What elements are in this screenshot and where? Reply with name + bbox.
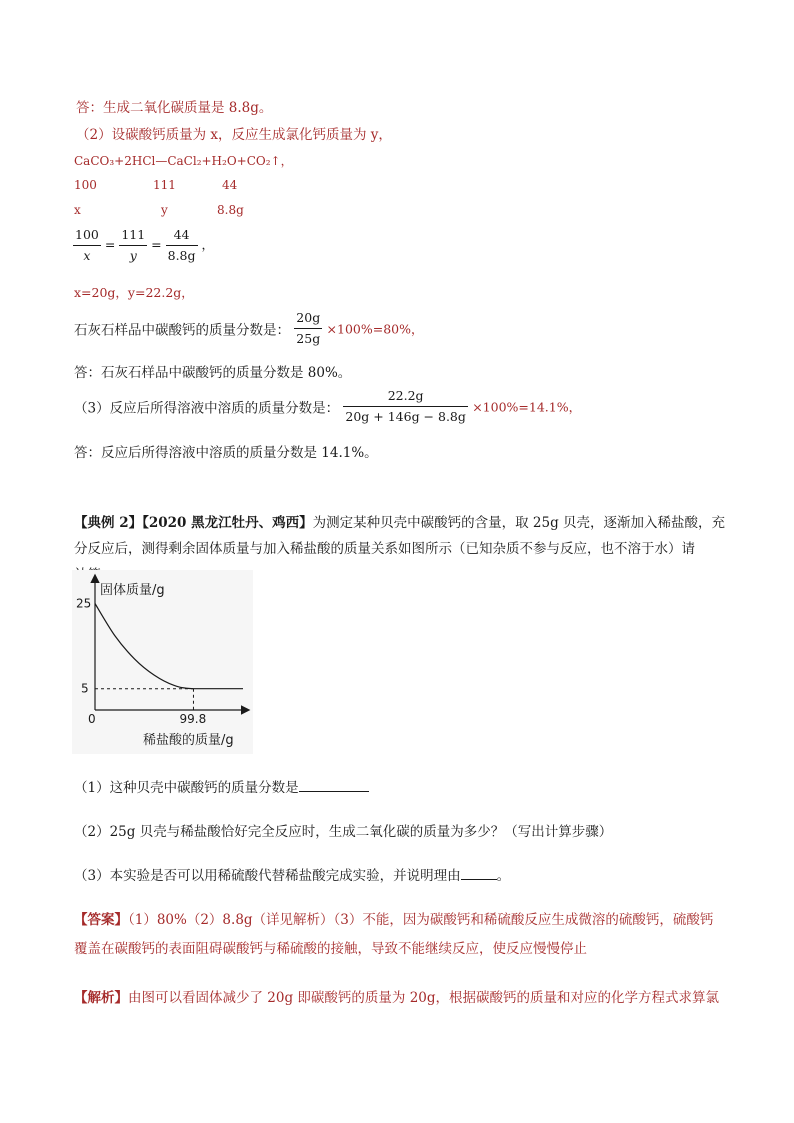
variable-x: x	[74, 203, 81, 217]
y-axis-label: 固体质量/g	[100, 583, 165, 598]
solution-line: x=20g，y=22.2g，	[74, 285, 194, 300]
mass-fraction-label: 石灰石样品中碳酸钙的质量分数是：	[74, 322, 290, 339]
y-tick-label: 25	[76, 596, 92, 611]
fraction-denominator	[166, 246, 198, 266]
fraction-numerator: 22.2g	[343, 386, 468, 407]
analysis-tag: 【解析】	[74, 990, 128, 1006]
proportion-equation	[73, 225, 214, 266]
solution-fraction-label: （3）反应后所得溶液中溶质的质量分数是：	[74, 400, 340, 417]
fraction-numerator: 44	[166, 225, 198, 246]
answer-tag: 【答案】	[74, 912, 128, 928]
fraction-44-88	[166, 225, 198, 266]
denominator-text: 8.8g	[167, 248, 196, 263]
fraction-denominator: 25g	[296, 331, 321, 346]
analysis-text: 由图可以看固体减少了 20g 即碳酸钙的质量为 20g，根据碳酸钙的质量和对应的化学方程式求算氯	[128, 990, 720, 1006]
guide-lines	[95, 689, 193, 710]
setup-line: （2）设碳酸钙质量为 x，反应生成氯化钙质量为 y，	[76, 127, 392, 143]
variable-y: y	[161, 203, 168, 217]
fraction-solution-mass	[343, 386, 468, 427]
answer-blank[interactable]	[461, 865, 497, 880]
example-line-1	[74, 511, 725, 531]
mass-fraction-result: ×100%=80%，	[326, 321, 424, 337]
y-tick-label: 5	[81, 681, 89, 696]
example-tag: 【典例 2】	[74, 515, 143, 531]
question-text: （1）这种贝壳中碳酸钙的质量分数是	[74, 780, 299, 796]
example-source: 【2020 黑龙江牡丹、鸡西】	[142, 515, 313, 531]
x-tick-label: 99.8	[179, 712, 207, 726]
equals-sign: =	[151, 237, 162, 252]
fraction-denominator: 20g + 146g − 8.8g	[345, 409, 466, 424]
fraction-111-y	[119, 225, 147, 266]
answer-text: 答：反应后所得溶液中溶质的质量分数是 14.1%。	[74, 445, 378, 461]
punctuation: ，	[201, 237, 215, 252]
chemical-equation: CaCO₃+2HCl—CaCl₂+H₂O+CO₂↑，	[74, 154, 293, 168]
solution-fraction-result: ×100%=14.1%，	[472, 399, 582, 415]
answer-line-1	[74, 908, 713, 928]
mass-fraction-line	[74, 308, 423, 349]
answer-line-2: 覆盖在碳酸钙的表面阻碍碳酸钙与稀硫酸的接触，导致不能继续反应，使反应慢慢停止	[74, 941, 587, 957]
fraction-numerator: 111	[119, 225, 147, 246]
question-end: 。	[496, 868, 511, 884]
fraction-20g-25g	[294, 308, 322, 349]
origin-label: 0	[88, 712, 96, 726]
series-line	[95, 604, 243, 689]
example-line-2: 分反应后，测得剩余固体质量与加入稀盐酸的质量关系如图所示（已知杂质不参与反应，也不溶于水）请	[74, 541, 695, 557]
answer-text: 答：石灰石样品中碳酸钙的质量分数是 80%。	[74, 365, 352, 381]
fraction-100-x	[73, 225, 101, 266]
fraction-denominator: y	[129, 248, 137, 263]
question-3	[74, 864, 510, 884]
molar-mass-cacl2: 111	[153, 178, 176, 192]
question-2: （2）25g 贝壳与稀盐酸恰好完全反应时，生成二氧化碳的质量为多少？（写出计算步骤）	[74, 824, 613, 840]
fraction-numerator: 20g	[294, 308, 322, 329]
mass-chart	[72, 570, 253, 754]
variable-co2-mass: 8.8g	[217, 203, 244, 217]
answer-line-caco3	[74, 361, 351, 381]
equals-sign: =	[104, 237, 116, 252]
molar-mass-caco3: 100	[74, 178, 97, 192]
question-1	[74, 776, 369, 796]
example-text: 为测定某种贝壳中碳酸钙的含量，取 25g 贝壳，逐渐加入稀盐酸，充	[312, 515, 726, 531]
answer-line-co2: 答：生成二氧化碳质量是 8.8g。	[76, 100, 273, 116]
solution-fraction-line	[74, 386, 581, 427]
answer-text: （1）80%（2）8.8g（详见解析）（3）不能，因为碳酸钙和稀硫酸反应生成微溶的硫酸钙，硫酸钙	[128, 912, 714, 928]
question-text: （3）本实验是否可以用稀硫酸代替稀盐酸完成实验，并说明理由	[74, 868, 461, 884]
molar-mass-co2: 44	[222, 178, 238, 192]
answer-blank[interactable]	[299, 777, 369, 792]
fraction-numerator: 100	[73, 225, 101, 246]
analysis-line-1	[74, 986, 719, 1006]
fraction-denominator: x	[83, 248, 91, 263]
answer-line-solute	[74, 441, 378, 461]
x-axis-label: 稀盐酸的质量/g	[143, 733, 234, 748]
